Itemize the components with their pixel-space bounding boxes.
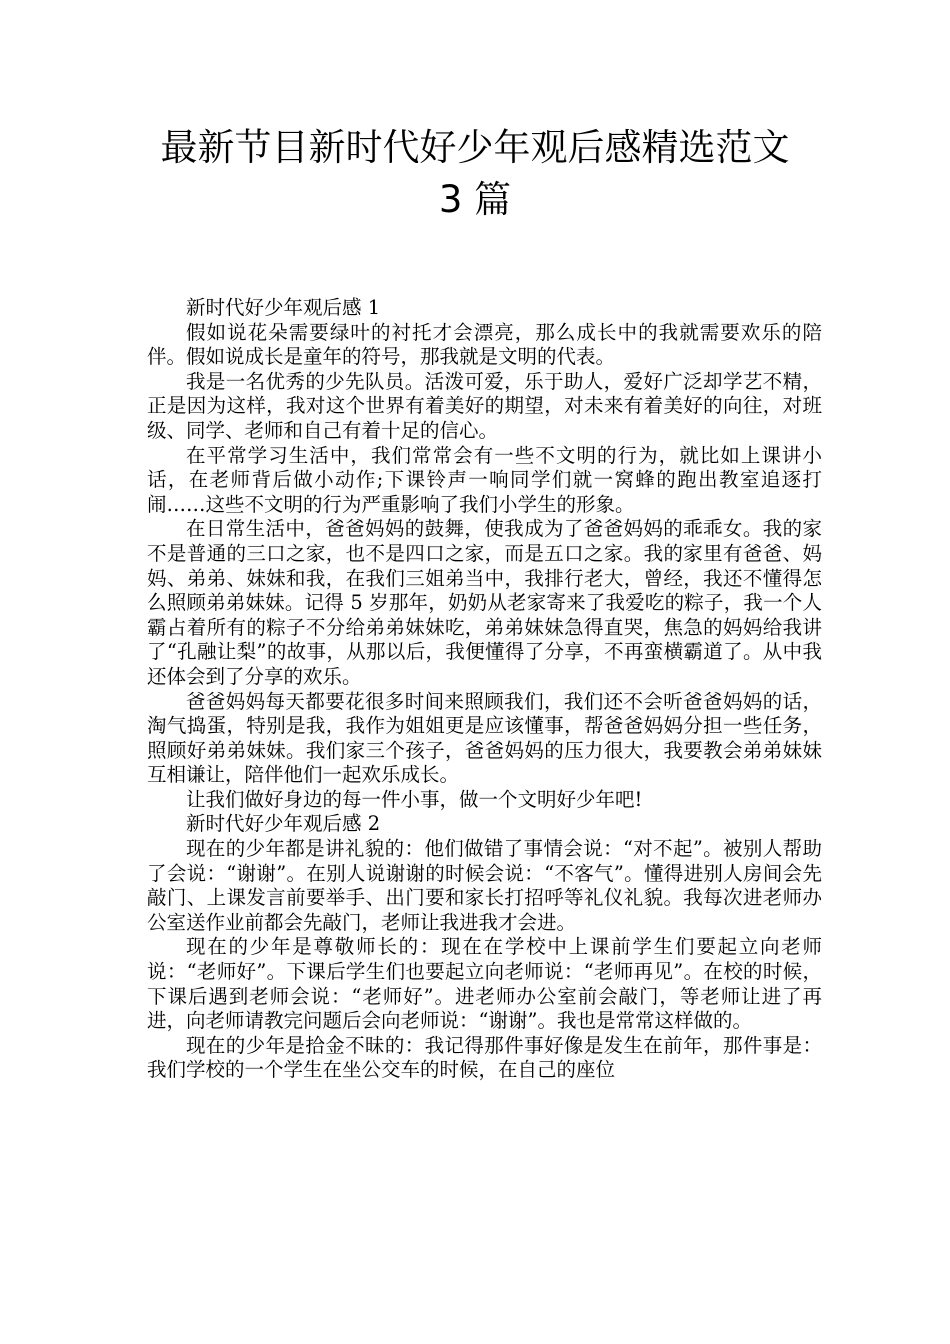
title-line-1: 最新节目新时代好少年观后感精选范文 [160, 126, 790, 169]
paragraph: 让我们做好身边的每一件小事，做一个文明好少年吧! [186, 787, 643, 811]
paragraph: 在平常学习生活中，我们常常会有一些不文明的行为，就比如上课讲小话，在老师背后做小动作;下课铃声一响同学们就一窝蜂的跑出教室追逐打闹……这些不文明的行为严重影响了我们小学生的形象。 [147, 443, 822, 516]
paragraph: 现在的少年都是讲礼貌的：他们做错了事情会说：“对不起”。被别人帮助了会说：“谢谢”。在别人说谢谢的时候会说：“不客气”。懂得进别人房间会先敲门、上课发言前要举手、出门要和家长打招呼等礼仪礼貌。我每次进老师办公室送作业前都会先敲门，老师让我进我才会进。 [147, 837, 822, 934]
section-heading-2: 新时代好少年观后感 2 [186, 812, 381, 836]
paragraph: 现在的少年是尊敬师长的：现在在学校中上课前学生们要起立向老师说：“老师好”。下课后学生们也要起立向老师说：“老师再见”。在校的时候，下课后遇到老师会说：“老师好”。进老师办公室前会敲门，等老师让进了再进，向老师请教完问题后会向老师说：“谢谢”。我也是常常这样做的。 [147, 935, 822, 1033]
title-line-2: 3 篇 [438, 178, 512, 221]
document-body [147, 296, 822, 1083]
paragraph: 在日常生活中，爸爸妈妈的鼓舞，使我成为了爸爸妈妈的乖乖女。我的家不是普通的三口之家，也不是四口之家，而是五口之家。我的家里有爸爸、妈妈、弟弟、妹妹和我，在我们三姐弟当中，我排行老大，曾经，我还不懂得怎么照顾弟弟妹妹。记得 5 岁那年，奶奶从老家寄来了我爱吃的粽子，我一个人霸占着所有的粽子不分给弟弟妹妹吃，弟弟妹妹急得直哭，焦急的妈妈给我讲了“孔融让梨”的故事，从那以后，我便懂得了分享，不再蛮横霸道了。从中我还体会到了分享的欢乐。 [147, 517, 822, 688]
paragraph: 爸爸妈妈每天都要花很多时间来照顾我们，我们还不会听爸爸妈妈的话，淘气捣蛋，特别是我，我作为姐姐更是应该懂事，帮爸爸妈妈分担一些任务，照顾好弟弟妹妹。我们家三个孩子，爸爸妈妈的压力很大，我要教会弟弟妹妹互相谦让，陪伴他们一起欢乐成长。 [147, 689, 822, 787]
paragraph: 假如说花朵需要绿叶的衬托才会漂亮，那么成长中的我就需要欢乐的陪伴。假如说成长是童年的符号，那我就是文明的代表。 [147, 320, 822, 369]
section-heading-1: 新时代好少年观后感 1 [186, 296, 381, 319]
paragraph: 我是一名优秀的少先队员。活泼可爱，乐于助人，爱好广泛却学艺不精，正是因为这样，我对这个世界有着美好的期望，对未来有着美好的向往，对班级、同学、老师和自己有着十足的信心。 [147, 369, 822, 442]
document-title [100, 122, 850, 226]
paragraph: 现在的少年是拾金不昧的：我记得那件事好像是发生在前年，那件事是：我们学校的一个学生在坐公交车的时候，在自己的座位 [147, 1033, 822, 1082]
